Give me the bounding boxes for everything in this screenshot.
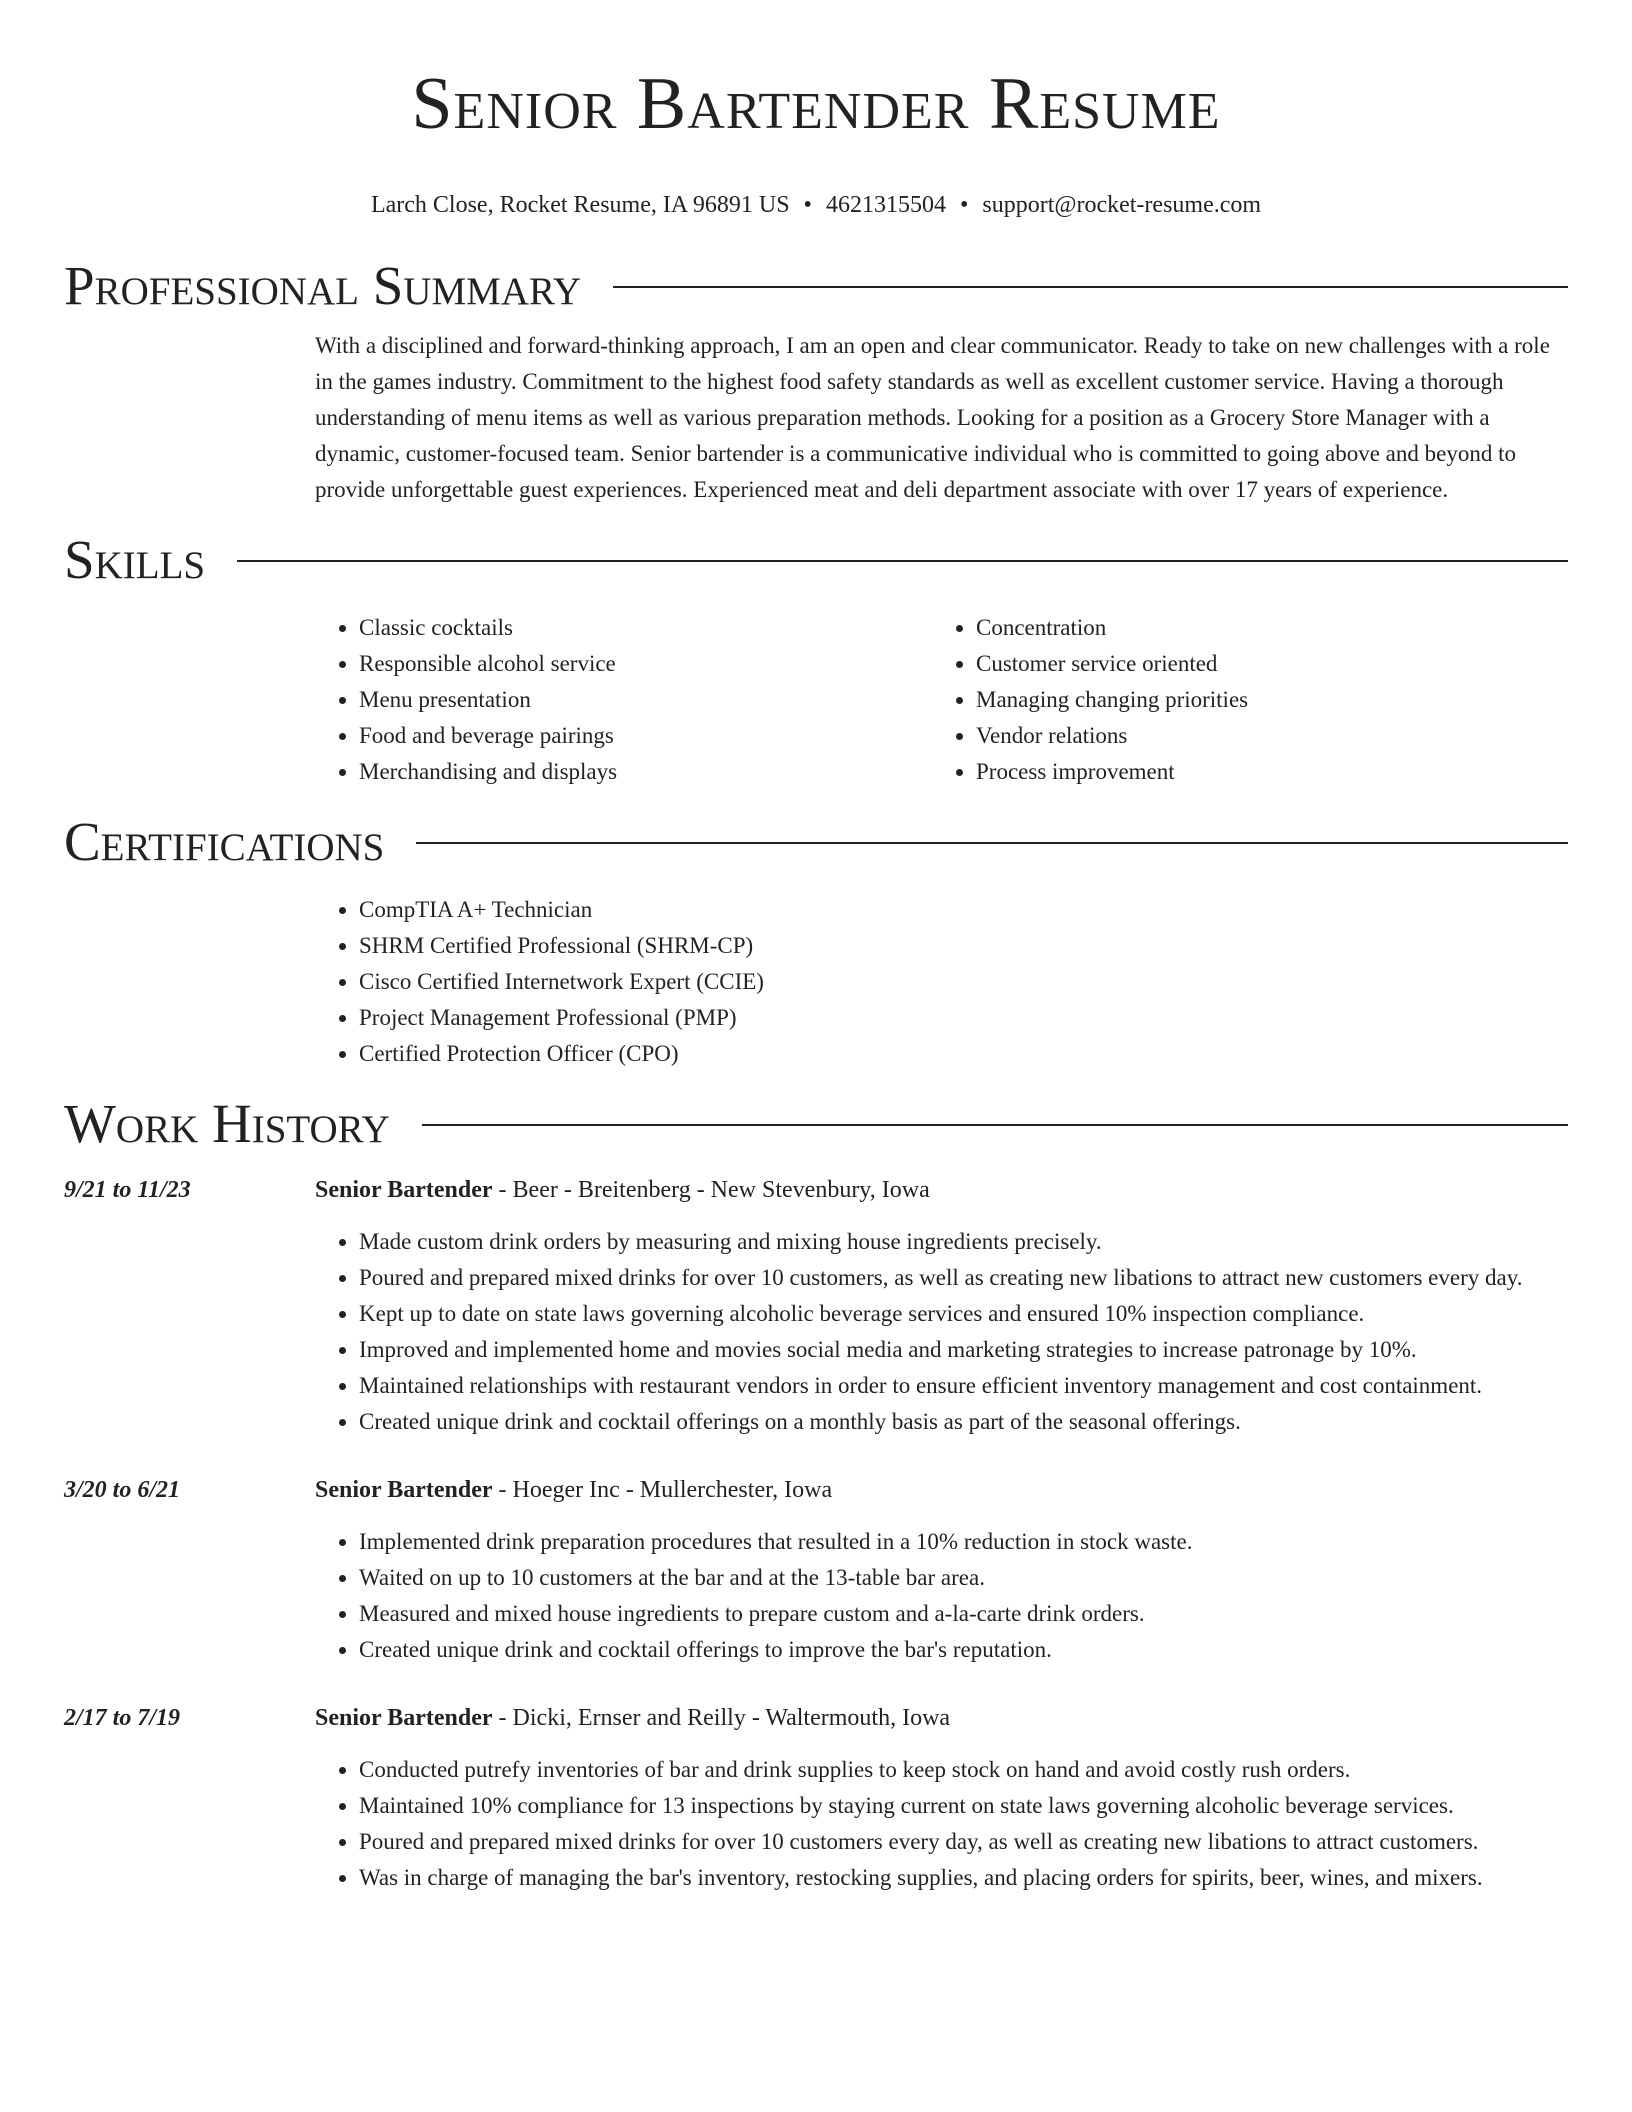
job-entry [64,1700,1568,1896]
job-details [315,1700,1568,1896]
job-bullet: • Waited on up to 10 customers at the bar and at the 13-table bar area. [359,1560,1568,1596]
job-bullets [315,1752,1568,1896]
job-bullet: • Created unique drink and cocktail offerings to improve the bar's reputation. [359,1632,1568,1668]
certifications-heading: Certifications [64,811,385,872]
job-bullet: • Maintained relationships with restaurant vendors in order to ensure efficient inventory management and cost containment. [359,1368,1568,1404]
summary-heading: Professional Summary [64,255,582,316]
skill-item: • Vendor relations [976,718,1549,754]
job-employer-location: - Beer - Breitenberg - New Stevenbury, Iowa [492,1177,930,1203]
skill-item: • Menu presentation [359,682,932,718]
job-title-line [315,1472,1568,1508]
job-details [315,1172,1568,1440]
section-divider [422,1124,1568,1126]
job-bullet: • Kept up to date on state laws governing alcoholic beverage services and ensured 10% inspection compliance. [359,1296,1568,1332]
skill-item: • Responsible alcohol service [359,646,932,682]
work-history-section-header [64,1092,1568,1156]
job-bullet: • Poured and prepared mixed drinks for over 10 customers every day, as well as creating new libations to attract customers. [359,1824,1568,1860]
certifications-body [315,892,1568,1072]
skill-item: • Concentration [976,610,1549,646]
skills-heading: Skills [64,529,206,590]
skill-item: • Process improvement [976,754,1549,790]
contact-address: Larch Close, Rocket Resume, IA 96891 US [370,192,790,218]
contact-line [64,190,1568,220]
job-entry [64,1472,1568,1668]
skill-item: • Food and beverage pairings [359,718,932,754]
job-bullets [315,1224,1568,1440]
section-divider [416,842,1568,844]
job-bullet: • Made custom drink orders by measuring and mixing house ingredients precisely. [359,1224,1568,1260]
skills-list-right [932,610,1549,790]
job-entry [64,1172,1568,1440]
job-bullet: • Was in charge of managing the bar's inventory, restocking supplies, and placing orders for spirits, beer, wines, and mixers. [359,1860,1568,1896]
job-employer-location: - Dicki, Ernser and Reilly - Waltermouth, Iowa [492,1705,951,1731]
resume-title: Senior Bartender Resume [411,63,1221,145]
certification-item: • Cisco Certified Internetwork Expert (CCIE) [359,964,1568,1000]
job-role: Senior Bartender [315,1477,493,1503]
job-role: Senior Bartender [315,1705,493,1731]
certification-item: • Project Management Professional (PMP) [359,1000,1568,1036]
job-bullet: • Measured and mixed house ingredients to prepare custom and a-la-carte drink orders. [359,1596,1568,1632]
job-title-line [315,1700,1568,1736]
contact-separator: • [803,192,812,218]
job-details [315,1472,1568,1668]
section-divider [237,560,1568,562]
job-bullet: • Implemented drink preparation procedures that resulted in a 10% reduction in stock waste. [359,1524,1568,1560]
contact-email: support@rocket-resume.com [982,192,1262,218]
section-divider [613,286,1568,288]
skill-item: • Customer service oriented [976,646,1549,682]
certification-item: • CompTIA A+ Technician [359,892,1568,928]
certification-item: • SHRM Certified Professional (SHRM-CP) [359,928,1568,964]
job-bullet: • Created unique drink and cocktail offerings on a monthly basis as part of the seasonal offerings. [359,1404,1568,1440]
certifications-list [315,892,1568,1072]
certification-item: • Certified Protection Officer (CPO) [359,1036,1568,1072]
job-dates: 9/21 to 11/23 [64,1177,191,1203]
contact-separator: • [959,192,969,218]
skills-grid [315,610,1568,790]
summary-section-header [64,254,1568,318]
skill-item: • Merchandising and displays [359,754,932,790]
certifications-section-header [64,810,1568,874]
job-bullet: • Improved and implemented home and movies social media and marketing strategies to increase patronage by 10%. [359,1332,1568,1368]
contact-phone: 4621315504 [825,192,946,218]
job-employer-location: - Hoeger Inc - Mullerchester, Iowa [492,1477,833,1503]
job-title-line [315,1172,1568,1208]
job-bullet: • Conducted putrefy inventories of bar and drink supplies to keep stock on hand and avoid costly rush orders. [359,1752,1568,1788]
skills-body [315,610,1568,790]
job-dates: 2/17 to 7/19 [64,1705,181,1731]
summary-body [315,328,1568,508]
summary-text: With a disciplined and forward-thinking approach, I am an open and clear communicator. Ready to take on new challenges with a role in the games industry. Commitment to the highest food safety standards as well as excellent customer service. Having a thorough understanding of menu items as well as various preparation methods. Looking for a position as a Grocery Store Manager with a dynamic, customer-focused team. Senior bartender is a communicative individual who is committed to going above and beyond to provide unforgettable guest experiences. Experienced meat and deli department associate with over 17 years of experience. [315,333,1550,502]
job-role: Senior Bartender [315,1177,493,1203]
job-bullet: • Maintained 10% compliance for 13 inspections by staying current on state laws governing alcoholic beverage services. [359,1788,1568,1824]
skills-section-header [64,528,1568,592]
skills-list-left [315,610,932,790]
work-history-heading: Work History [64,1093,390,1154]
job-dates: 3/20 to 6/21 [64,1477,181,1503]
job-bullet: • Poured and prepared mixed drinks for over 10 customers, as well as creating new libations to attract new customers every day. [359,1260,1568,1296]
skill-item: • Classic cocktails [359,610,932,646]
job-bullets [315,1524,1568,1668]
skill-item: • Managing changing priorities [976,682,1549,718]
